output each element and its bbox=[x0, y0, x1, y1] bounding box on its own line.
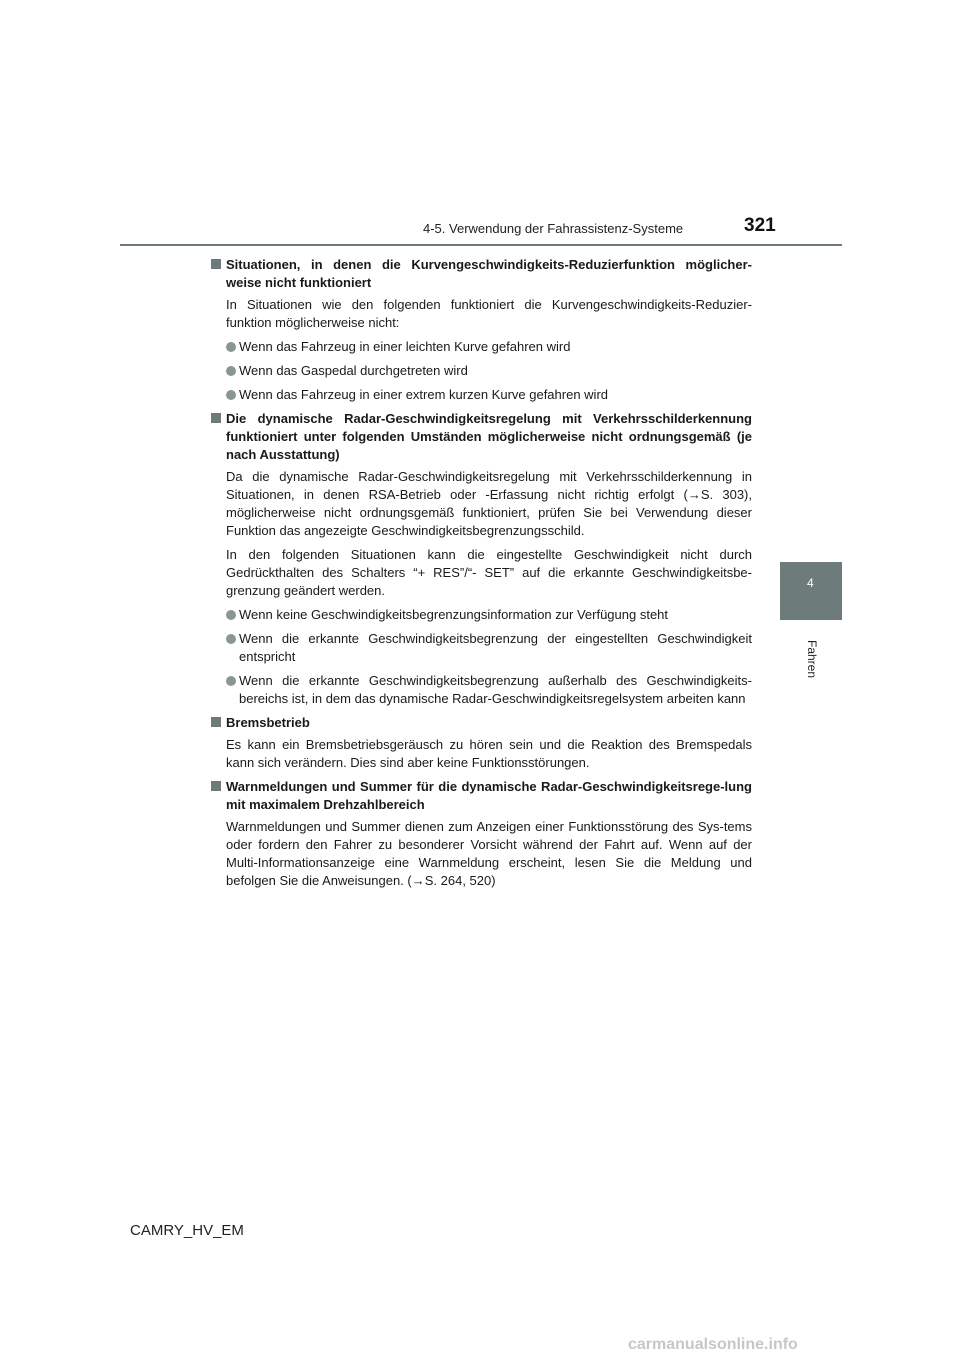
round-bullet-icon bbox=[226, 366, 236, 376]
chapter-tab-number: 4 bbox=[807, 576, 814, 590]
watermark: carmanualsonline.info bbox=[628, 1336, 798, 1353]
round-bullet-icon bbox=[226, 342, 236, 352]
list-item bbox=[210, 386, 752, 404]
paragraph: Warnmeldungen und Summer dienen zum Anzeigen einer Funktionsstörung des Sys-tems oder fordern den Fahrer zu besonderer Vorsicht während der Fahrt auf. Wenn auf der Multi-Informationsanzeige eine Warnmeldung erscheint, lesen Sie die Meldung und befolgen Sie die Anweisungen. (→S. 264, 520) bbox=[226, 819, 752, 888]
list-item-text: Wenn die erkannte Geschwindigkeitsbegrenzung außerhalb des Geschwindigkeits-bereichs ist, in dem das dynamische Radar-Geschwindigkeitsregelsystem arbeiten kann bbox=[239, 673, 752, 706]
section-heading bbox=[210, 256, 752, 292]
list-item-text: Wenn das Fahrzeug in einer leichten Kurve gefahren wird bbox=[239, 339, 571, 354]
chapter-tab bbox=[780, 562, 842, 620]
page-number: 321 bbox=[744, 215, 776, 236]
section-header: 4-5. Verwendung der Fahrassistenz-Systeme bbox=[423, 221, 684, 236]
list-item-text: Wenn das Fahrzeug in einer extrem kurzen Kurve gefahren wird bbox=[239, 387, 609, 402]
round-bullet-icon bbox=[226, 610, 236, 620]
list-item-text: Wenn keine Geschwindigkeitsbegrenzungsinformation zur Verfügung steht bbox=[239, 607, 669, 622]
square-bullet-icon bbox=[211, 259, 221, 269]
square-bullet-icon bbox=[211, 717, 221, 727]
section-heading-text: Die dynamische Radar-Geschwindigkeitsregelung mit Verkehrsschilderkennung funktioniert unter folgenden Umständen möglicherweise nicht ordnungsgemäß (je nach Ausstattung) bbox=[226, 411, 752, 462]
list-item-text: Wenn die erkannte Geschwindigkeitsbegrenzung der eingestellten Geschwindigkeit entspricht bbox=[239, 631, 752, 664]
section-heading-text: Bremsbetrieb bbox=[226, 715, 310, 730]
list-item bbox=[210, 338, 752, 356]
list-item bbox=[210, 630, 752, 666]
round-bullet-icon bbox=[226, 390, 236, 400]
paragraph: Da die dynamische Radar-Geschwindigkeitsregelung mit Verkehrsschilderkennung in Situationen, in denen RSA-Betrieb oder -Erfassung nicht richtig erfolgt (→S. 303), möglicherweise nicht ordnungsgemäß funktioniert, prüfen Sie bei Verwendung dieser Funktion das angezeigte Geschwindigkeitsbegrenzungsschild. bbox=[226, 469, 752, 538]
model-code: CAMRY_HV_EM bbox=[130, 1222, 244, 1239]
chapter-tab-label: Fahren bbox=[805, 640, 819, 679]
paragraph: Es kann ein Bremsbetriebsgeräusch zu hören sein und die Reaktion des Bremspedals kann sich verändern. Dies sind aber keine Funktionsstörungen. bbox=[226, 737, 752, 770]
section-heading bbox=[210, 714, 752, 732]
square-bullet-icon bbox=[211, 413, 221, 423]
paragraph: In den folgenden Situationen kann die eingestellte Geschwindigkeit nicht durch Gedrückthalten des Schalters “+ RES”/“- SET” auf die erkannte Geschwindigkeitsbe-grenzung geändert werden. bbox=[226, 547, 752, 598]
list-item bbox=[210, 606, 752, 624]
round-bullet-icon bbox=[226, 634, 236, 644]
list-item-text: Wenn das Gaspedal durchgetreten wird bbox=[239, 363, 468, 378]
square-bullet-icon bbox=[211, 781, 221, 791]
section-heading bbox=[210, 778, 752, 814]
section-heading bbox=[210, 410, 752, 464]
paragraph: In Situationen wie den folgenden funktioniert die Kurvengeschwindigkeits-Reduzier-funktion möglicherweise nicht: bbox=[226, 297, 752, 330]
section-heading-text: Warnmeldungen und Summer für die dynamische Radar-Geschwindigkeitsrege-lung mit maximalem Drehzahlbereich bbox=[226, 779, 752, 812]
page-content bbox=[210, 252, 752, 896]
header-divider bbox=[120, 244, 842, 246]
section-heading-text: Situationen, in denen die Kurvengeschwindigkeits-Reduzierfunktion möglicher-weise nicht funktioniert bbox=[226, 257, 752, 290]
list-item bbox=[210, 672, 752, 708]
list-item bbox=[210, 362, 752, 380]
round-bullet-icon bbox=[226, 676, 236, 686]
